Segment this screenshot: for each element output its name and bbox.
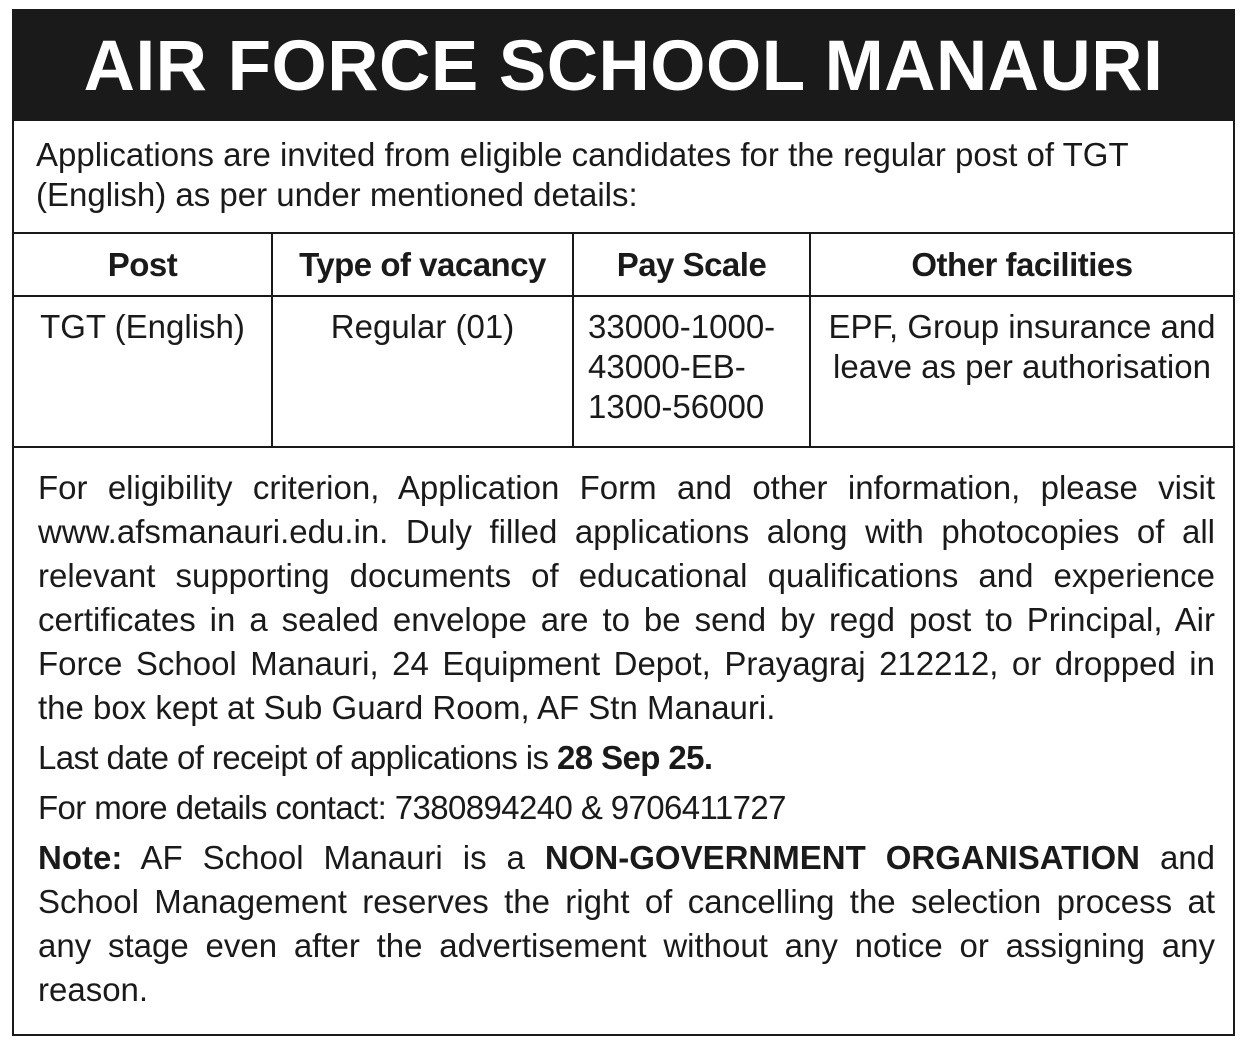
column-header-type: Type of vacancy xyxy=(272,234,573,296)
note-text-1: AF School Manauri is a xyxy=(122,839,545,876)
details-paragraph: For eligibility criterion, Application Form and other information, please visit www.afsmanauri.edu.in. Duly filled applications along with photocopies of all relevant supporting documents of educational qualifications and experience certificates in a sealed envelope are to be send by regd post to Principal, Air Force School Manauri, 24 Equipment Depot, Prayagraj 212212, or dropped in the box kept at Sub Guard Room, AF Stn Manauri. xyxy=(38,469,1215,726)
column-header-facilities: Other facilities xyxy=(810,234,1233,296)
cell-facilities: EPF, Group insurance and leave as per authorisation xyxy=(810,296,1233,447)
cell-post: TGT (English) xyxy=(14,296,272,447)
cell-type: Regular (01) xyxy=(272,296,573,447)
table-header-row xyxy=(14,234,1233,296)
cell-pay-scale: 33000-1000-43000-EB-1300-56000 xyxy=(573,296,810,447)
advertisement-frame xyxy=(12,9,1235,1036)
note-emphasis: NON-GOVERNMENT ORGANISATION xyxy=(544,839,1140,876)
note-paragraph xyxy=(38,836,1215,1012)
header-banner xyxy=(14,11,1233,121)
school-title: AIR FORCE SCHOOL MANAURI xyxy=(83,26,1164,106)
column-header-pay-scale: Pay Scale xyxy=(573,234,810,296)
last-date-value: 28 Sep 25. xyxy=(557,739,713,776)
last-date-label: Last date of receipt of applications is xyxy=(38,739,557,776)
last-date-line xyxy=(38,736,1215,780)
intro-text: Applications are invited from eligible candidates for the regular post of TGT (English) as per under mentioned details: xyxy=(14,121,1233,234)
note-text-2: and School Management reserves the right of cancelling the selection process at any stage even after the advertisement without any notice or assigning any reason. xyxy=(38,839,1215,1008)
vacancy-table xyxy=(14,234,1233,448)
note-label: Note: xyxy=(38,839,123,876)
contact-line: For more details contact: 7380894240 & 9706411727 xyxy=(38,789,786,826)
details-section xyxy=(14,448,1233,1012)
table-row xyxy=(14,296,1233,447)
column-header-post: Post xyxy=(14,234,272,296)
